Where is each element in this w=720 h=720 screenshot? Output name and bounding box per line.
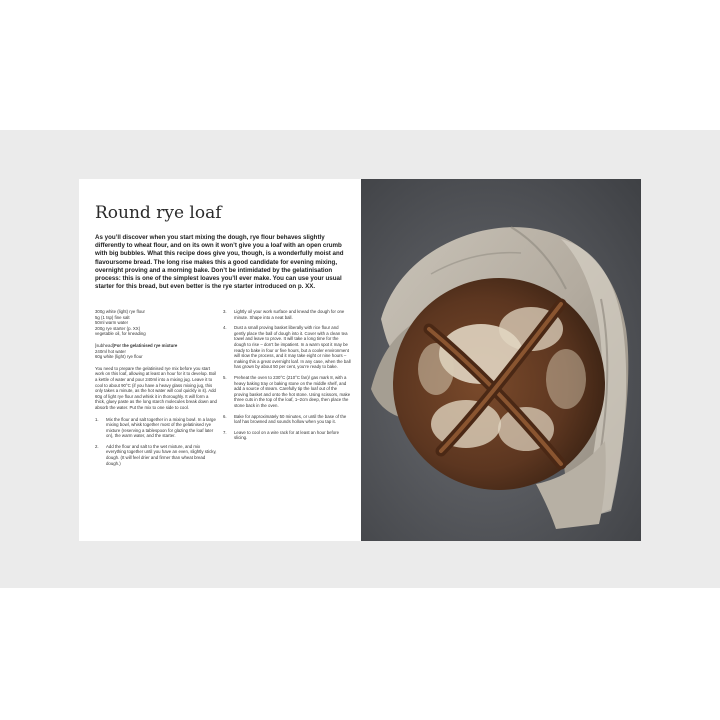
ingredient: 50ml warm water <box>95 320 129 326</box>
step-text: Mix the flour and salt together in a mixing bowl. In a large mixing bowl, whisk together most of the gelatinised rye mixture (reserving a tablespoon for glazing the loaf later on), the warm water, and the starter. <box>106 416 216 439</box>
step-number: 7. <box>223 429 227 435</box>
bread-photo <box>361 179 641 541</box>
step-text: Lightly oil your work surface and knead the dough for one minute. Shape into a neat ball. <box>234 309 345 320</box>
ingredient: 240ml hot water <box>95 348 126 354</box>
bread-photo-illustration <box>361 179 641 541</box>
step-text: Bake for approximately 50 minutes, or until the base of the loaf has browned and sounds hollow when you tap it. <box>234 413 347 425</box>
recipe-intro: As you’ll discover when you start mixing the dough, rye flour behaves slightly differently to wheat flour, and on its own it won’t give you a loaf with an open crumb with big bubbles. What this recipe does give you, though, is a wonderfully moist and flavoursome bread. The long rise makes this a good candidate for evening mixing, overnight proving and a morning bake. Don’t be intimidated by the gelatinisation process: this is one of the simplest loaves you’ll ever make. You can use your usual starter for this bread, but even better is the rye starter introduced on p. XX. <box>95 234 344 291</box>
step-text: Preheat the oven to 230°C (210°C fan)/ gas mark 8, with a heavy baking tray or baking stone on the middle shelf, and add a source of steam. Carefully tip the loaf out of the proving basket and onto the hot stone. Using scissors, make three cuts in the top of the loaf, 1–2cm deep, then place the stone back in the oven. <box>234 374 351 408</box>
step-text: Add the flour and salt to the wet mixture, and mix everything together until you have an even, slightly sticky, dough. (It will feel drier and firmer than wheat bread dough.) <box>106 443 217 466</box>
method-step <box>223 309 351 320</box>
method-step <box>223 430 351 441</box>
step-number: 1. <box>95 416 99 422</box>
method-step <box>223 325 351 370</box>
method-step <box>95 444 217 466</box>
ingredient: vegetable oil, for kneading <box>95 331 146 337</box>
flour-dusting <box>546 349 586 409</box>
step-number: 4. <box>223 325 227 331</box>
left-page <box>79 179 361 541</box>
method-intro: You need to prepare the gelatinised rye mix before you start work on this loaf, allowing at least an hour for it to develop. Boil a kettle of water and pour 240ml into a mixing jug. Leave it to cool to about 90°C (if you have a heavy glass mixing jug, this only takes a minute, as the hot water will cool quickly in it). Add 60g of light rye flour and whisk it in thoroughly. It will form a thick, gluey paste as the long starch molecules break down and absorb the water. Put the mix to one side to cool. <box>95 365 217 410</box>
subhead-ingredient-list <box>95 349 217 360</box>
subhead-label: For the gelatinised rye mixture <box>114 342 178 348</box>
ingredient: 300g white (light) rye flour <box>95 309 145 314</box>
method-steps-continued <box>223 309 351 441</box>
method-step <box>95 417 217 439</box>
recipe-title: Round rye loaf <box>95 203 222 223</box>
step-text: Dust a small proving basket liberally with rice flour and gently place the ball of dough into it. Cover with a clean tea towel and leave to prove. It will take a long time for the dough to rise – don’t be impatient. In a warm spot it may be ready to bake in four or five hours, but a cooler environment will slow the process, and it may take eight or nine hours – making this a great overnight loaf. In any case, when the ball has grown by about 50 per cent, you’re ready to bake. <box>234 325 351 370</box>
book-spread <box>79 179 641 541</box>
step-number: 5. <box>223 374 227 380</box>
text-column-left <box>95 309 217 471</box>
method-steps <box>95 417 217 467</box>
ingredient: 5g (1 tsp) fine salt <box>95 314 130 320</box>
step-text: Leave to cool on a wire rack for at least an hour before slicing. <box>234 429 340 441</box>
method-step <box>223 414 351 425</box>
step-number: 3. <box>223 309 227 314</box>
method-step <box>223 375 351 409</box>
subhead-prefix: [subhead] <box>95 342 115 348</box>
text-column-right <box>223 309 351 446</box>
ingredient-list <box>95 309 217 337</box>
ingredient: 60g white (light) rye flour <box>95 354 143 360</box>
step-number: 2. <box>95 443 99 449</box>
ingredient: 200g rye starter (p. XX) <box>95 325 141 331</box>
step-number: 6. <box>223 413 227 419</box>
